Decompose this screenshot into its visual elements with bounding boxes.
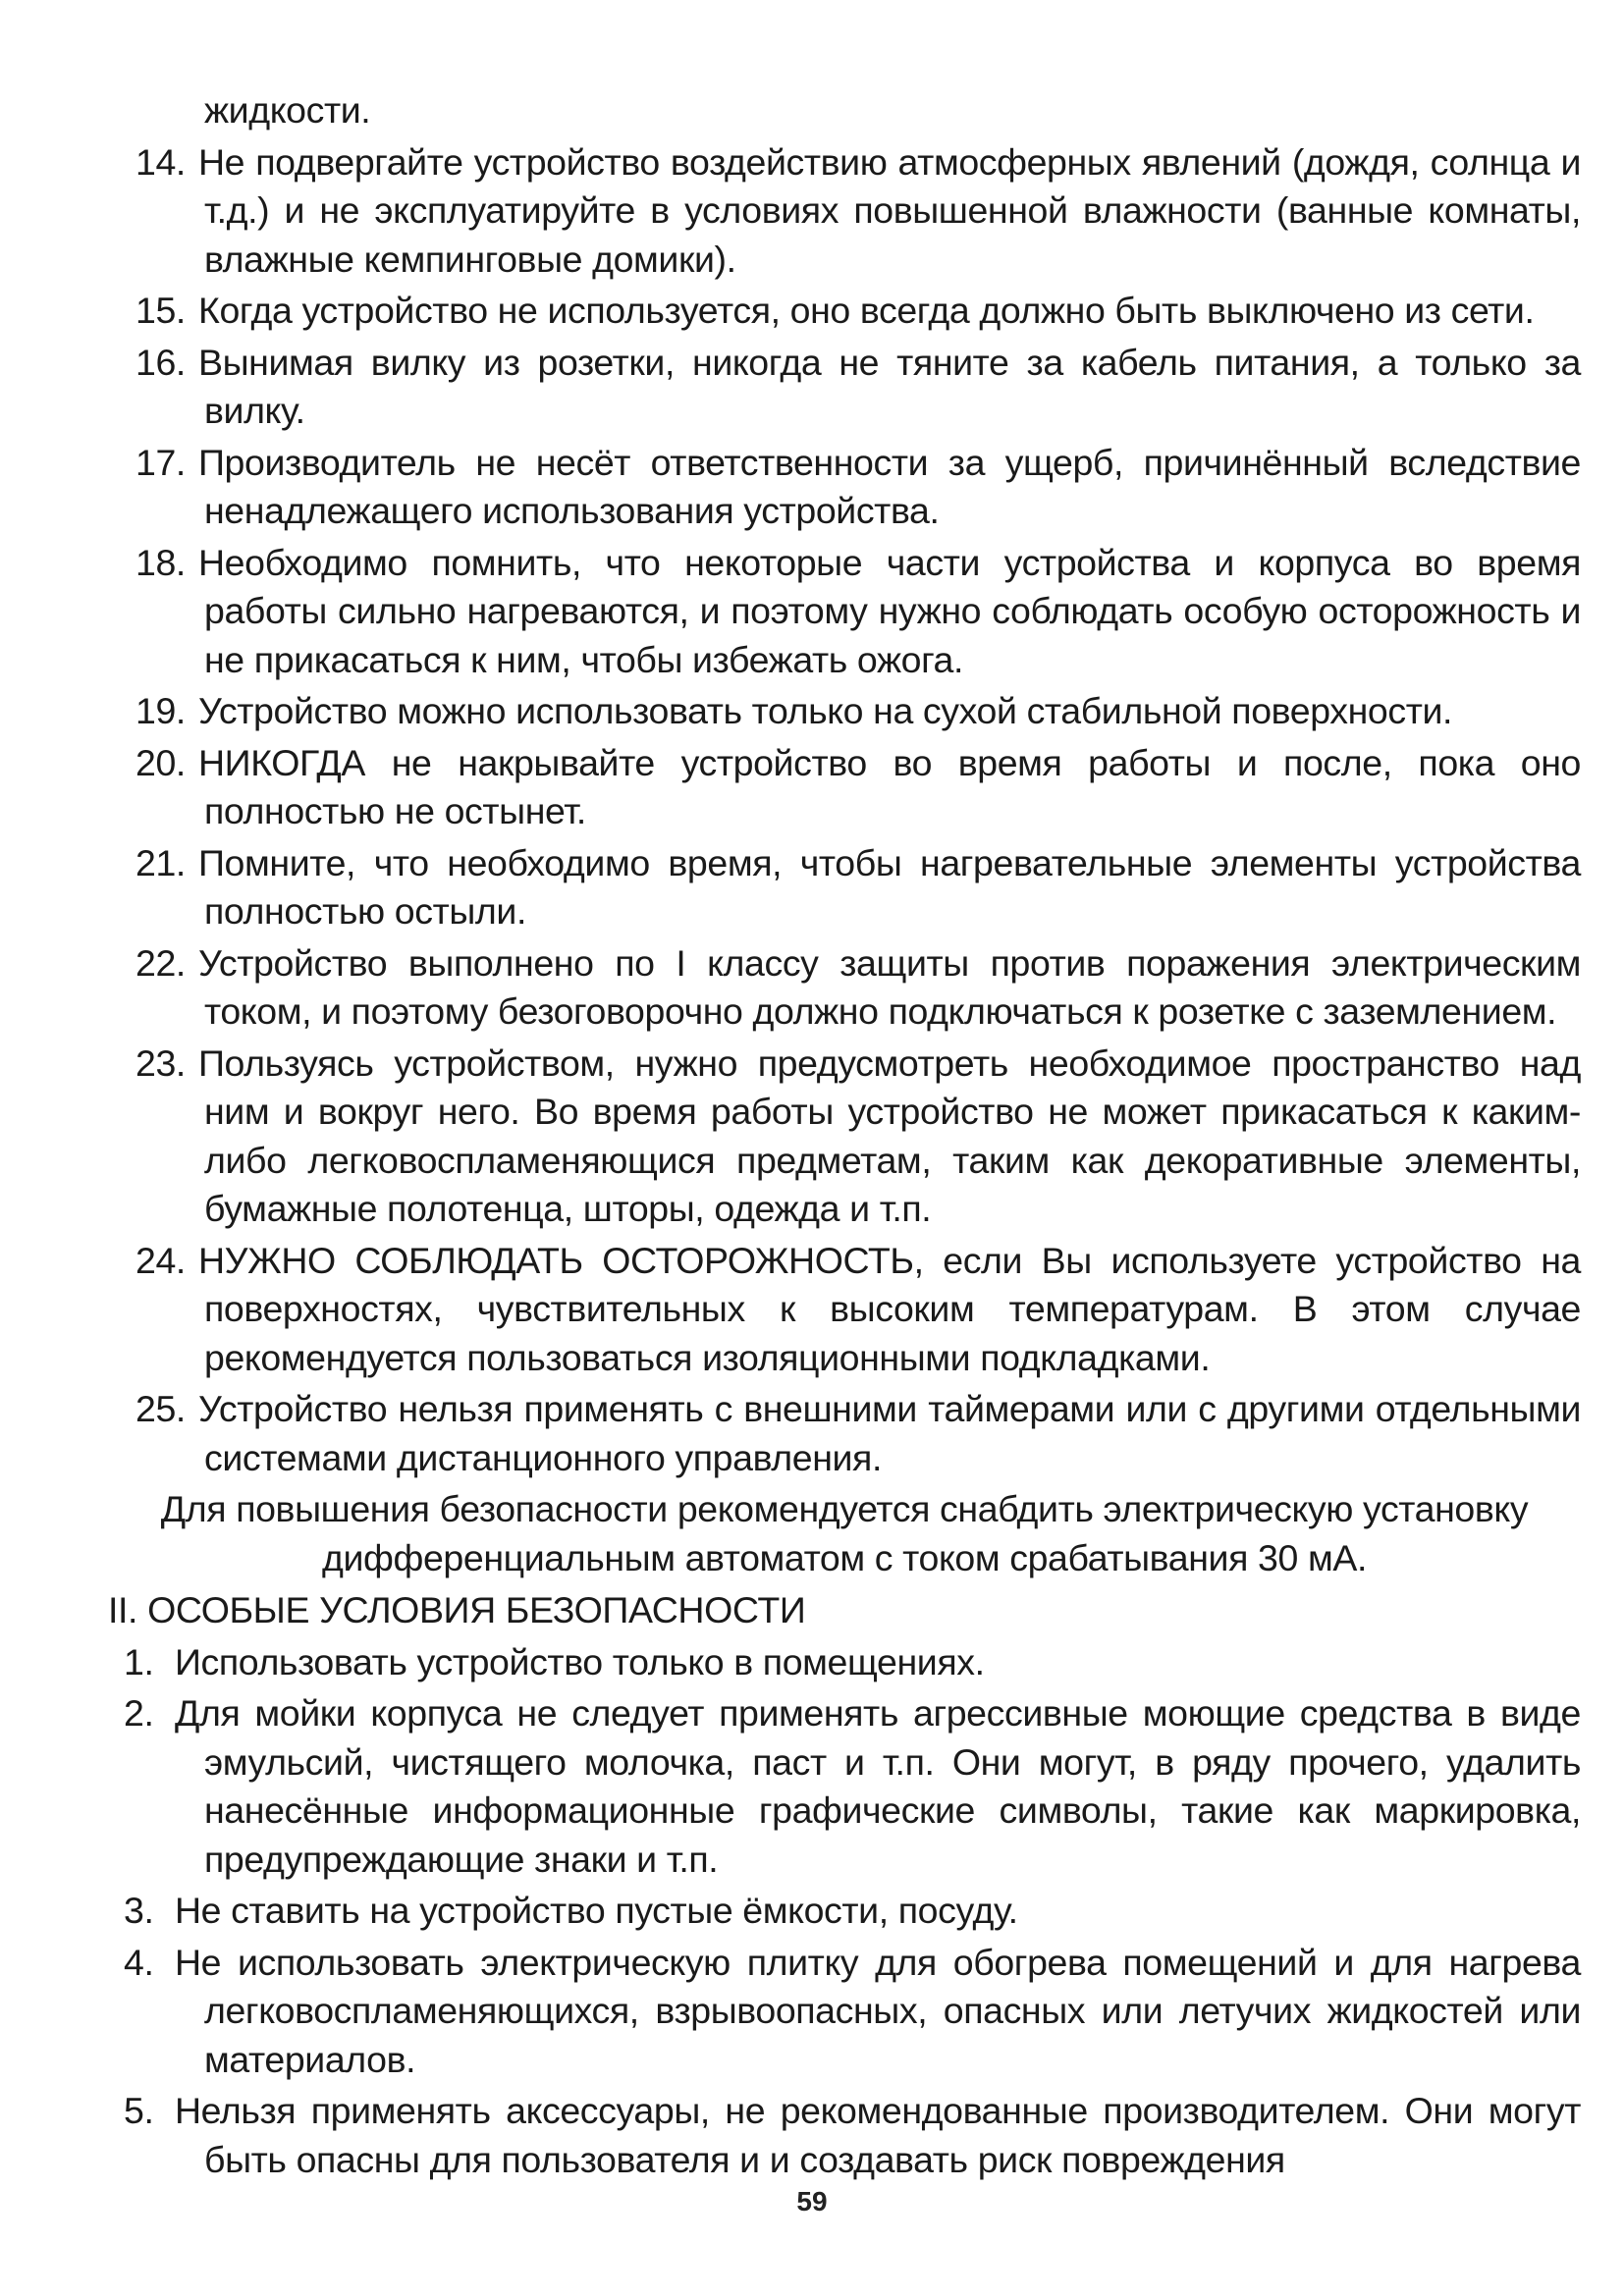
safety-note: Для повышения безопасности рекомендуется снабдить электрическую установку дифференциальным автоматом с током срабатывания 30 мА. [160, 1488, 1529, 1578]
list-item [108, 939, 1581, 1037]
list-item-text: Нельзя применять аксессуары, не рекомендованные производителем. Они могут быть опасны для пользователя и и создавать риск повреждения [175, 2090, 1581, 2180]
list-item-number: 16. [135, 341, 186, 383]
list-item [108, 439, 1581, 536]
list-item-text: Устройство нельзя применять с внешними таймерами или с другими отдельными системами дистанционного управления. [198, 1388, 1581, 1478]
list-item-number: 20. [135, 741, 186, 783]
list-item-number: 5. [124, 2090, 154, 2131]
list-item-number: 14. [135, 140, 186, 183]
list-item [108, 1638, 1581, 1687]
list-item [108, 1385, 1581, 1482]
list-item-text: Помните, что необходимо время, чтобы нагревательные элементы устройства полностью остыли. [198, 841, 1581, 932]
list-item-number: 3. [124, 1890, 154, 1931]
list-item-text: Устройство можно использовать только на сухой стабильной поверхности. [198, 690, 1453, 731]
list-item-text: Устройство выполнено по I классу защиты против поражения электрическим током, и поэтому безоговорочно должно подключаться к розетке с заземлением. [198, 941, 1581, 1032]
list-item [108, 287, 1581, 336]
list-item-text: Не подвергайте устройство воздействию атмосферных явлений (дождя, солнца и т.д.) и не эксплуатируйте в условиях повышенной влажности (ванные комнаты, влажные кемпинговые домики). [198, 140, 1581, 280]
instructions-text [108, 86, 1581, 2187]
list-item [108, 539, 1581, 685]
list-item-text: Вынимая вилку из розетки, никогда не тяните за кабель питания, а только за вилку. [198, 341, 1581, 431]
list-item-number: 25. [135, 1388, 186, 1429]
list-item-number: 19. [135, 690, 186, 731]
list-item-number: 2. [124, 1692, 154, 1734]
list-item-number: 24. [135, 1239, 186, 1281]
list-item [108, 1887, 1581, 1936]
list-item-number: 23. [135, 1041, 186, 1084]
list-item [108, 687, 1581, 736]
list-item [108, 339, 1581, 436]
list-item-number: 17. [135, 441, 186, 483]
list-item-text: Пользуясь устройством, нужно предусмотреть необходимое пространство над ним и вокруг него. Во время работы устройство не может прикасаться к каким-либо легковоспламеняющися предметам, таким как декоративные элементы, бумажные полотенца, шторы, одежда и т.п. [198, 1041, 1581, 1229]
list-item-text: НУЖНО СОБЛЮДАТЬ ОСТОРОЖНОСТЬ, если Вы используете устройство на поверхностях, чувствительных к высоким температурам. В этом случае рекомендуется пользоваться изоляционными подкладками. [198, 1239, 1581, 1378]
list-item-text: Для мойки корпуса не следует применять агрессивные моющие средства в виде эмульсий, чистящего молочка, паст и т.п. Они могут, в ряду прочего, удалить нанесённые информационные графические символы, такие как маркировка, предупреждающие знаки и т.п. [175, 1692, 1581, 1880]
list-item [108, 1237, 1581, 1383]
list-item-text: НИКОГДА не накрывайте устройство во время работы и после, пока оно полностью не остынет. [198, 741, 1581, 831]
list-item-text: Когда устройство не используется, оно всегда должно быть выключено из сети. [198, 290, 1535, 331]
continuation-line: жидкости. [204, 89, 371, 131]
page-number: 59 [796, 2186, 828, 2216]
list-item-number: 1. [124, 1640, 154, 1682]
list-item-text: Необходимо помнить, что некоторые части устройства и корпуса во время работы сильно нагреваются, и поэтому нужно соблюдать особую осторожность и не прикасаться к ним, чтобы избежать ожога. [198, 541, 1581, 680]
list-item [108, 2087, 1581, 2184]
list-item-number: 4. [124, 1941, 154, 1983]
list-item-number: 15. [135, 290, 186, 331]
list-item-number: 18. [135, 541, 186, 583]
list-item [108, 839, 1581, 936]
list-item [108, 1939, 1581, 2085]
list-item-number: 22. [135, 941, 186, 984]
list-item-text: Не использовать электрическую плитку для обогрева помещений и для нагрева легковоспламеняющихся, взрывоопасных, опасных или летучих жидкостей или материалов. [175, 1941, 1581, 2080]
list-item [108, 739, 1581, 836]
list-item-text: Использовать устройство только в помещениях. [175, 1640, 985, 1682]
safety-rules-list [108, 138, 1581, 1483]
list-item-text: Не ставить на устройство пустые ёмкости, посуду. [175, 1890, 1018, 1931]
list-item-number: 21. [135, 841, 186, 883]
list-item [108, 1689, 1581, 1884]
special-conditions-list [108, 1638, 1581, 2185]
section-heading: II. ОСОБЫЕ УСЛОВИЯ БЕЗОПАСНОСТИ [108, 1589, 806, 1630]
list-item [108, 138, 1581, 285]
list-item [108, 1040, 1581, 1234]
list-item-text: Производитель не несёт ответственности за ущерб, причинённый вследствие ненадлежащего использования устройства. [198, 441, 1581, 531]
